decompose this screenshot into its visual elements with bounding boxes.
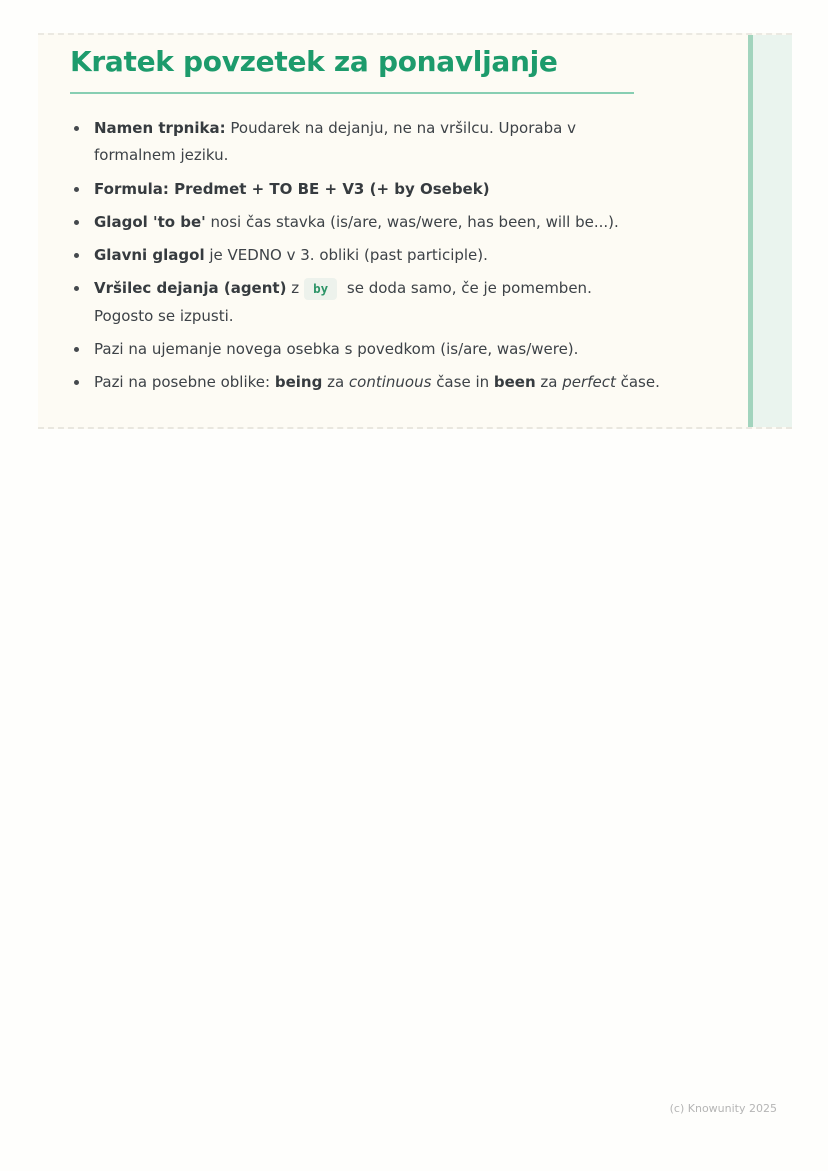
list-item bbox=[70, 336, 712, 363]
bullet-icon bbox=[74, 220, 79, 225]
bullet-icon bbox=[74, 253, 79, 258]
list-item-text: je VEDNO v 3. obliki (past participle). bbox=[204, 246, 488, 265]
bullet-icon bbox=[74, 286, 79, 291]
list-item-text: za bbox=[535, 373, 563, 392]
list-item bbox=[70, 275, 655, 330]
list-item-text: se doda samo, če je pomemben. Pogosto se izpusti. bbox=[94, 279, 592, 325]
summary-card bbox=[38, 33, 792, 429]
list-item bbox=[70, 209, 712, 236]
copyright-footer: (c) Knowunity 2025 bbox=[669, 1102, 777, 1115]
card-content bbox=[70, 44, 712, 403]
list-item-italic: continuous bbox=[348, 373, 432, 392]
list-item-text: čase. bbox=[615, 373, 660, 392]
list-item bbox=[70, 369, 712, 396]
list-item-lead: Glavni glagol bbox=[94, 246, 205, 265]
list-item-lead: Glagol 'to be' bbox=[94, 212, 206, 231]
list-item-bold: been bbox=[493, 373, 536, 392]
page-title: Kratek povzetek za ponavljanje bbox=[70, 45, 558, 78]
list-item-lead: Formula: Predmet + TO BE + V3 (+ by Osebek) bbox=[94, 179, 490, 198]
bullet-icon bbox=[74, 347, 79, 352]
list-item-italic: perfect bbox=[562, 373, 616, 392]
list-item-text: nosi čas stavka (is/are, was/were, has been, will be...). bbox=[205, 212, 619, 231]
list-item-lead: Vršilec dejanja (agent) bbox=[94, 279, 287, 298]
bullet-icon bbox=[74, 126, 79, 131]
bullet-icon bbox=[74, 380, 79, 385]
list-item bbox=[70, 176, 712, 203]
list-item-text: z bbox=[286, 279, 300, 298]
list-item bbox=[70, 115, 655, 170]
list-item-text: Poudarek na dejanju, ne na vršilcu. Uporaba v formalnem jeziku. bbox=[94, 119, 576, 165]
list-item-bold: being bbox=[274, 373, 323, 392]
title-underline bbox=[70, 92, 634, 94]
list-item-lead: Namen trpnika: bbox=[94, 119, 226, 137]
list-item-text: za bbox=[322, 373, 349, 392]
list-item-text: čase in bbox=[431, 373, 494, 392]
summary-list bbox=[70, 115, 712, 397]
list-item bbox=[70, 242, 712, 269]
bullet-icon bbox=[74, 187, 79, 192]
list-item-text: Pazi na ujemanje novega osebka s povedkom (is/are, was/were). bbox=[94, 340, 579, 359]
by-keyword-chip: by bbox=[304, 278, 337, 299]
list-item-text: Pazi na posebne oblike: bbox=[94, 373, 275, 392]
card-accent-bar bbox=[748, 35, 792, 427]
